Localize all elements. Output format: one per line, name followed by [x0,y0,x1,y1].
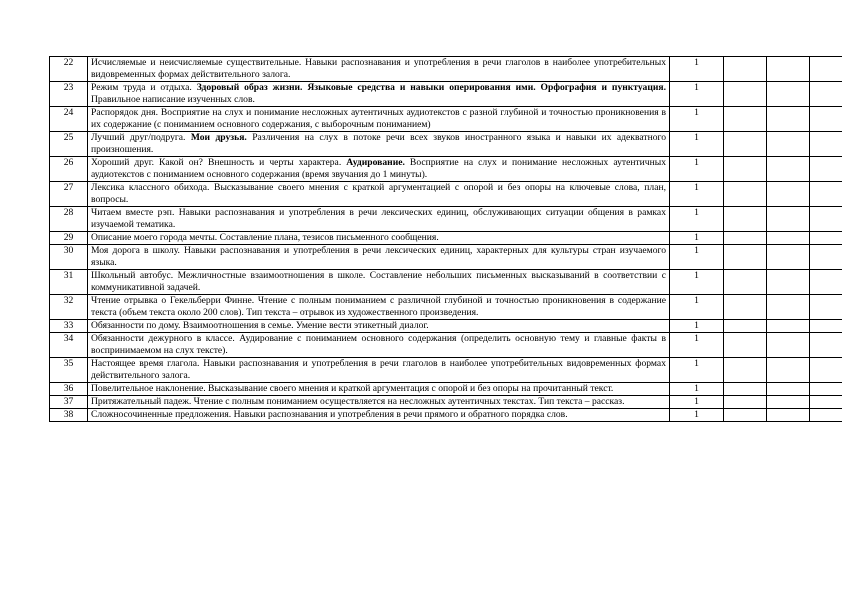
table-row [50,383,842,396]
lesson-topic-cell [88,270,670,295]
lesson-number-cell: 24 [50,107,88,132]
empty-cell [767,320,810,333]
topic-text: Притяжательный падеж. Чтение с полным пониманием осуществляется на несложных аутентичных текстах. Тип текста – рассказ. [91,396,625,407]
lesson-hours-cell: 1 [670,232,724,245]
topic-emphasis-text: Аудирование. [346,157,405,168]
empty-cell [724,383,767,396]
empty-cell [724,82,767,107]
lesson-plan-table [49,56,842,422]
topic-text: Читаем вместе рэп. Навыки распознавания и употребления в речи лексических единиц, обслуживающих ситуации общения в рамках изучаемой тематика. [91,207,666,230]
empty-cell [767,383,810,396]
lesson-hours-cell: 1 [670,182,724,207]
table-row [50,245,842,270]
lesson-table-body [50,57,842,422]
lesson-hours-cell: 1 [670,207,724,232]
empty-cell [724,132,767,157]
empty-cell [724,245,767,270]
empty-cell [810,358,842,383]
empty-cell [724,295,767,320]
empty-cell [767,82,810,107]
lesson-number-cell: 25 [50,132,88,157]
table-row [50,232,842,245]
lesson-topic-cell [88,295,670,320]
empty-cell [724,157,767,182]
lesson-number-cell: 26 [50,157,88,182]
lesson-topic-cell [88,182,670,207]
empty-cell [767,358,810,383]
lesson-hours-cell: 1 [670,245,724,270]
empty-cell [767,132,810,157]
lesson-topic-cell [88,207,670,232]
lesson-hours-cell: 1 [670,383,724,396]
topic-text: Лексика классного обихода. Высказывание своего мнения с краткой аргументацией с опорой и без опоры на ключевые слова, план, вопросы. [91,182,666,205]
empty-cell [810,396,842,409]
topic-text: Сложносочиненные предложения. Навыки распознавания и употребления в речи прямого и обратного порядка слов. [91,409,568,420]
empty-cell [810,333,842,358]
empty-cell [724,396,767,409]
lesson-number-cell: 22 [50,57,88,82]
topic-text: Восприятие на слух и понимание несложных аутентичных аудиотекстов с пониманием основного содержания (время звучания до 1 минуты). [91,157,667,180]
empty-cell [724,232,767,245]
lesson-topic-cell [88,333,670,358]
topic-text: Различения на слух в потоке речи всех звуков иностранного языка и навыки их адекватного произношения. [91,132,666,155]
lesson-number-cell: 37 [50,396,88,409]
topic-text: Распорядок дня. Восприятие на слух и понимание несложных аутентичных аудиотекстов с разной глубиной и точностью проникновения в их содержание (с пониманием основного содержания, с выборочным пониманием) [91,107,666,130]
lesson-topic-cell [88,132,670,157]
table-row [50,320,842,333]
empty-cell [767,396,810,409]
lesson-number-cell: 30 [50,245,88,270]
table-row [50,207,842,232]
lesson-hours-cell: 1 [670,157,724,182]
empty-cell [767,333,810,358]
lesson-number-cell: 38 [50,409,88,422]
table-row [50,396,842,409]
lesson-topic-cell [88,358,670,383]
empty-cell [767,157,810,182]
topic-text: Повелительное наклонение. Высказывание своего мнения и краткой аргументация с опорой и без опоры на прочитанный текст. [91,383,614,394]
table-row [50,107,842,132]
empty-cell [810,320,842,333]
lesson-topic-cell [88,57,670,82]
empty-cell [810,182,842,207]
empty-cell [724,270,767,295]
topic-text: Обязанности дежурного в классе. Аудирование с пониманием основного содержания (определить основную тему и главные факты в воспринимаемом на слух тексте). [91,333,666,356]
lesson-topic-cell [88,409,670,422]
empty-cell [810,295,842,320]
lesson-number-cell: 31 [50,270,88,295]
empty-cell [767,295,810,320]
lesson-hours-cell: 1 [670,396,724,409]
empty-cell [810,132,842,157]
empty-cell [810,157,842,182]
topic-text: Настоящее время глагола. Навыки распознавания и употребления в речи глаголов в наиболее употребительных видовременных формах действительного залога. [91,358,666,381]
topic-text: Чтение отрывка о Гекельберри Финне. Чтение с полным пониманием с различной глубиной и точностью проникновения в содержание текста (объем текста около 200 слов). Тип текста – отрывок из художественного произведения. [91,295,666,318]
topic-text: Режим труда и отдыха. [91,82,197,93]
empty-cell [810,245,842,270]
empty-cell [810,232,842,245]
lesson-topic-cell [88,320,670,333]
table-row [50,333,842,358]
topic-text: Школьный автобус. Межличностные взаимоотношения в школе. Составление небольших письменных высказываний в соответствии с коммуникативной задачей. [91,270,666,293]
empty-cell [767,182,810,207]
table-row [50,182,842,207]
table-row [50,157,842,182]
lesson-topic-cell [88,232,670,245]
lesson-topic-cell [88,396,670,409]
table-row [50,132,842,157]
empty-cell [724,182,767,207]
empty-cell [724,320,767,333]
topic-text: Обязанности по дому. Взаимоотношения в семье. Умение вести этикетный диалог. [91,320,429,331]
lesson-number-cell: 35 [50,358,88,383]
topic-text: Хороший друг. Какой он? Внешность и черты характера. [91,157,347,168]
lesson-hours-cell: 1 [670,270,724,295]
lesson-hours-cell: 1 [670,57,724,82]
empty-cell [810,383,842,396]
table-row [50,270,842,295]
empty-cell [767,57,810,82]
empty-cell [810,57,842,82]
topic-text: Лучший друг/подруга. [91,132,191,143]
empty-cell [767,207,810,232]
table-row [50,295,842,320]
lesson-number-cell: 34 [50,333,88,358]
empty-cell [810,270,842,295]
empty-cell [810,82,842,107]
lesson-hours-cell: 1 [670,333,724,358]
lesson-number-cell: 33 [50,320,88,333]
lesson-number-cell: 28 [50,207,88,232]
lesson-topic-cell [88,245,670,270]
empty-cell [767,409,810,422]
lesson-topic-cell [88,107,670,132]
topic-emphasis-text: Мои друзья. [190,132,247,143]
lesson-hours-cell: 1 [670,295,724,320]
empty-cell [724,333,767,358]
topic-text: Описание моего города мечты. Составление плана, тезисов письменного сообщения. [91,232,439,243]
lesson-topic-cell [88,82,670,107]
lesson-topic-cell [88,157,670,182]
lesson-hours-cell: 1 [670,358,724,383]
lesson-hours-cell: 1 [670,320,724,333]
lesson-number-cell: 32 [50,295,88,320]
lesson-hours-cell: 1 [670,107,724,132]
topic-text: Правильное написание изученных слов. [91,94,255,105]
lesson-topic-cell [88,383,670,396]
empty-cell [724,207,767,232]
empty-cell [724,409,767,422]
topic-text: Моя дорога в школу. Навыки распознавания и употребления в речи лексических единиц, характерных для культуры стран изучаемого языка. [91,245,666,268]
table-row [50,358,842,383]
lesson-number-cell: 36 [50,383,88,396]
empty-cell [767,270,810,295]
table-row [50,82,842,107]
lesson-number-cell: 23 [50,82,88,107]
empty-cell [767,245,810,270]
empty-cell [810,409,842,422]
lesson-hours-cell: 1 [670,82,724,107]
empty-cell [767,107,810,132]
lesson-hours-cell: 1 [670,132,724,157]
table-row [50,409,842,422]
lesson-number-cell: 29 [50,232,88,245]
lesson-hours-cell: 1 [670,409,724,422]
topic-emphasis-text: Здоровый образ жизни. Языковые средства и навыки оперирования ими. Орфография и пунктуация. [196,82,666,93]
empty-cell [810,107,842,132]
topic-text: Исчисляемые и неисчисляемые существительные. Навыки распознавания и употребления в речи глаголов в наиболее употребительных видовременных формах действительного залога. [91,57,666,80]
empty-cell [724,358,767,383]
empty-cell [724,107,767,132]
lesson-number-cell: 27 [50,182,88,207]
empty-cell [724,57,767,82]
empty-cell [810,207,842,232]
empty-cell [767,232,810,245]
table-row [50,57,842,82]
